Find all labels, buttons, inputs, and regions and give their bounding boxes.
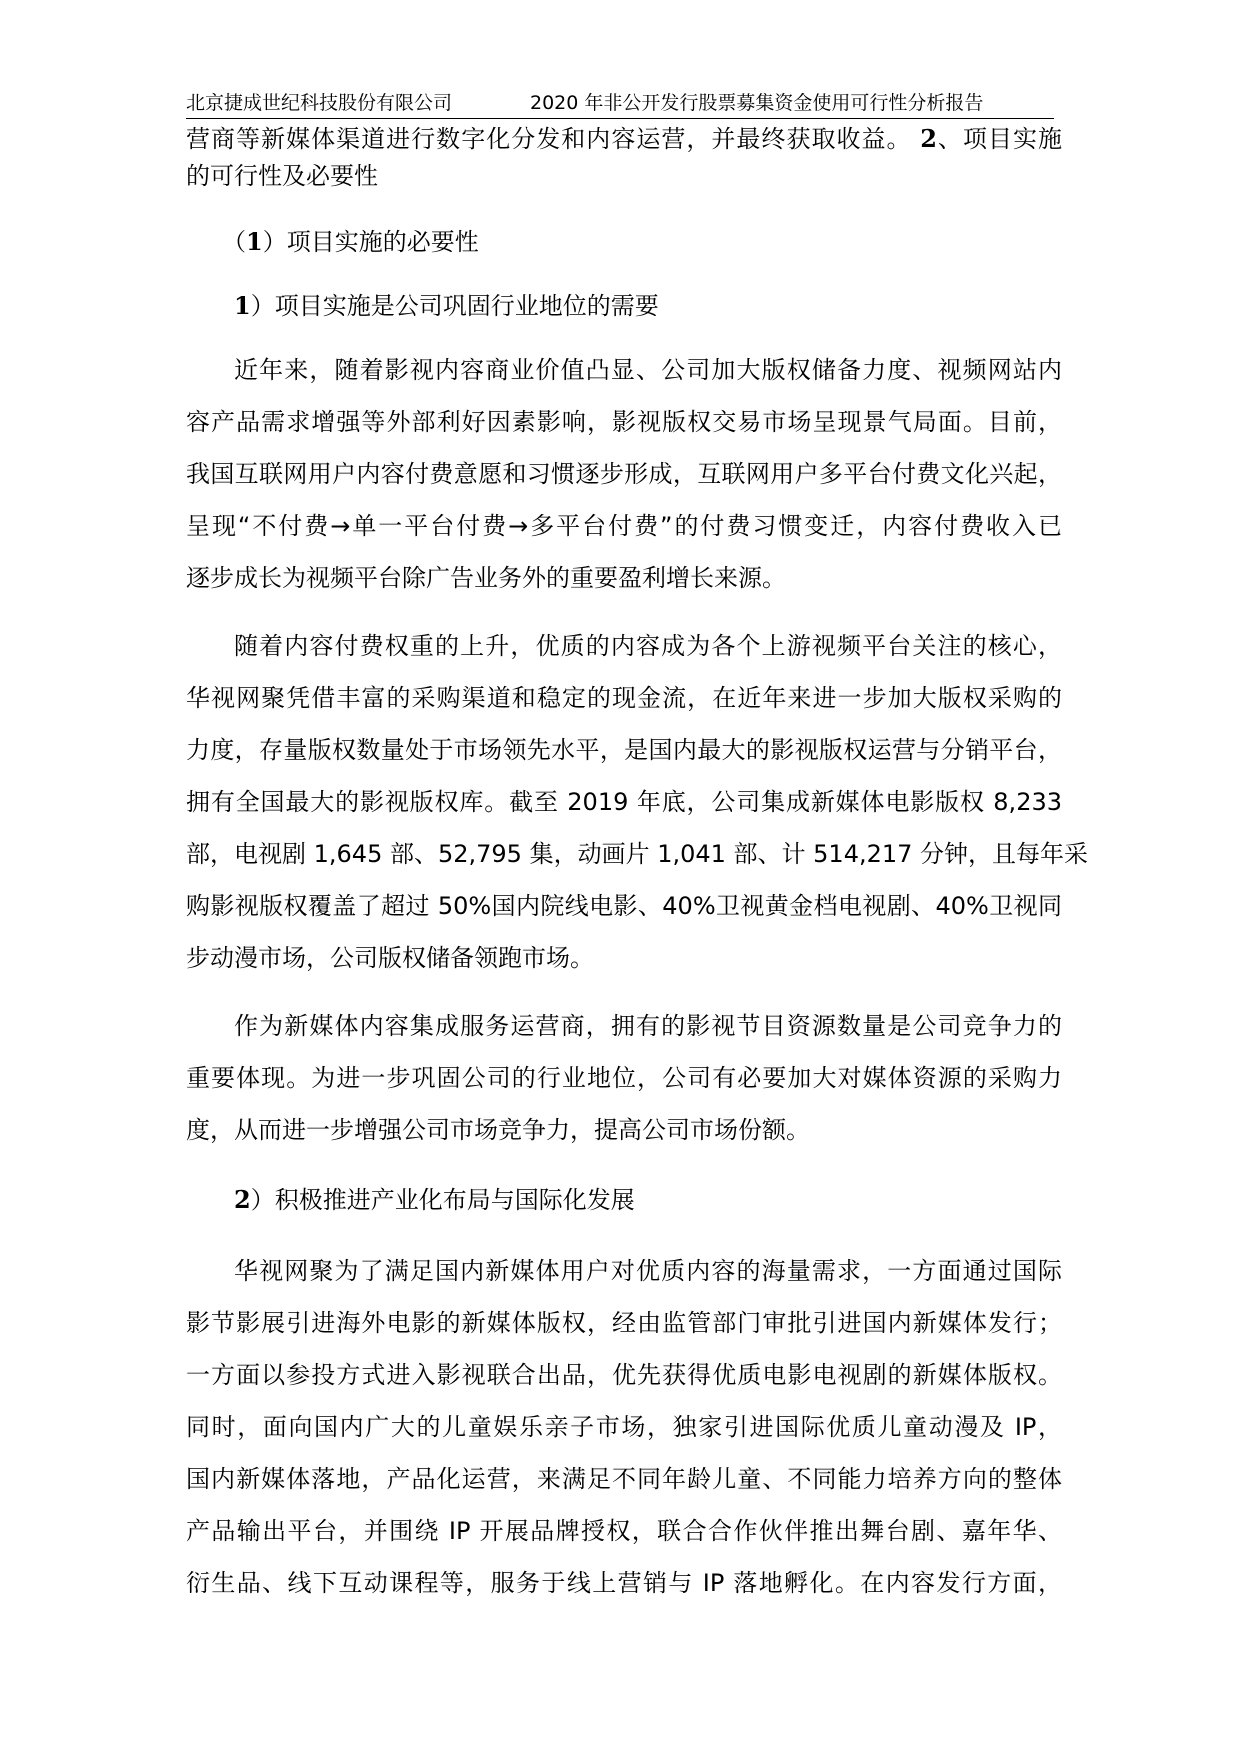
- paragraph-line: 重要体现。为进一步巩固公司的行业地位，公司有必要加大对媒体资源的采购力: [186, 1064, 1062, 1092]
- header-report-title: 2020 年非公开发行股票募集资金使用可行性分析报告: [530, 92, 984, 114]
- paragraph-line: 近年来，随着影视内容商业价值凸显、公司加大版权储备力度、视频网站内: [234, 356, 1062, 384]
- paragraph-line: 拥有全国最大的影视版权库。截至 2019 年底，公司集成新媒体电影版权 8,233: [186, 788, 1062, 816]
- paragraph-line: 力度，存量版权数量处于市场领先水平，是国内最大的影视版权运营与分销平台，: [186, 736, 1062, 764]
- paragraph-line: 逐步成长为视频平台除广告业务外的重要盈利增长来源。: [186, 564, 786, 592]
- section-heading-number: 1: [246, 227, 263, 256]
- paragraph-line: 部，电视剧 1,645 部、52,795 集，动画片 1,041 部、计 514,217 分钟，且每年采: [186, 840, 1089, 868]
- paragraph-line: 一方面以参投方式进入影视联合出品，优先获得优质电影电视剧的新媒体版权。: [186, 1361, 1062, 1389]
- paragraph-line: 衍生品、线下互动课程等，服务于线上营销与 IP 落地孵化。在内容发行方面，: [186, 1569, 1062, 1597]
- header-company-name: 北京捷成世纪科技股份有限公司: [186, 92, 453, 114]
- paragraph-line: 我国互联网用户内容付费意愿和习惯逐步形成，互联网用户多平台付费文化兴起，: [186, 460, 1062, 488]
- paragraph-4: [186, 1245, 1062, 1609]
- paragraph-line: 购影视版权覆盖了超过 50%国内院线电影、40%卫视黄金档电视剧、40%卫视同: [186, 892, 1062, 920]
- paragraph-line: 步动漫市场，公司版权储备领跑市场。: [186, 944, 594, 972]
- intro-line: [186, 120, 1062, 158]
- paragraph-line: 度，从而进一步增强公司市场竞争力，提高公司市场份额。: [186, 1116, 810, 1144]
- subsection-heading-number: 2: [234, 1185, 251, 1214]
- paragraph-line: 华视网聚为了满足国内新媒体用户对优质内容的海量需求，一方面通过国际: [234, 1257, 1062, 1285]
- section-heading-close-paren: ）: [262, 228, 287, 256]
- paragraph-line: 作为新媒体内容集成服务运营商，拥有的影视节目资源数量是公司竞争力的: [234, 1012, 1062, 1040]
- section-heading: [186, 223, 1062, 261]
- document-body: [186, 120, 1089, 1625]
- paragraph-line: 容产品需求增强等外部利好因素影响，影视版权交易市场呈现景气局面。目前，: [186, 408, 1062, 436]
- paragraph-line: 影节影展引进海外电影的新媒体版权，经由监管部门审批引进国内新媒体发行；: [186, 1309, 1062, 1337]
- intro-line: 的可行性及必要性: [186, 162, 378, 190]
- subsection-heading-title: ）项目实施是公司巩固行业地位的需要: [250, 292, 659, 320]
- subsection-heading: [186, 287, 1062, 325]
- subsection-heading-title: ）积极推进产业化布局与国际化发展: [250, 1186, 635, 1214]
- paragraph-2: [186, 620, 1089, 984]
- subsection-heading-number: 1: [234, 291, 251, 320]
- intro-text-a: 营商等新媒体渠道进行数字化分发和内容运营，并最终获取收益。: [186, 125, 912, 153]
- paragraph-line: 同时，面向国内广大的儿童娱乐亲子市场，独家引进国际优质儿童动漫及 IP，: [186, 1413, 1062, 1441]
- paragraph-1: [186, 344, 1062, 604]
- paragraph-line: 产品输出平台，并围绕 IP 开展品牌授权，联合合作伙伴推出舞台剧、嘉年华、: [186, 1517, 1062, 1545]
- intro-paragraph: [186, 120, 1062, 195]
- section-heading-open-paren: （: [222, 228, 246, 256]
- intro-number: 2: [920, 124, 937, 153]
- subsection-heading: [186, 1174, 1062, 1226]
- paragraph-line: 国内新媒体落地，产品化运营，来满足不同年龄儿童、不同能力培养方向的整体: [186, 1465, 1062, 1493]
- section-heading-title: 项目实施的必要性: [286, 228, 479, 256]
- page-header: [186, 88, 1054, 119]
- paragraph-3: [186, 1000, 1062, 1156]
- intro-text-b: 、项目实施: [936, 125, 1062, 153]
- paragraph-line: 随着内容付费权重的上升，优质的内容成为各个上游视频平台关注的核心，: [234, 632, 1062, 660]
- paragraph-line: 呈现“不付费→单一平台付费→多平台付费”的付费习惯变迁，内容付费收入已: [186, 512, 1062, 540]
- paragraph-line: 华视网聚凭借丰富的采购渠道和稳定的现金流，在近年来进一步加大版权采购的: [186, 684, 1062, 712]
